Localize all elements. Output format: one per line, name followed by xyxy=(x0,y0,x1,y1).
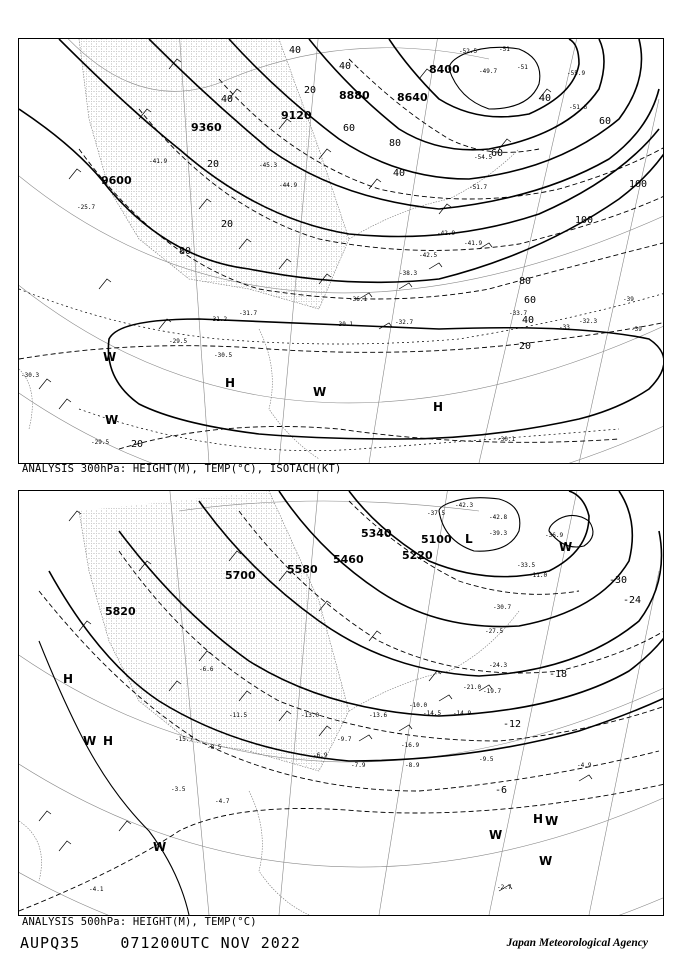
isotach-label: 40 xyxy=(539,93,552,104)
temp-label: -32.3 xyxy=(579,318,598,325)
isotach-label: 40 xyxy=(339,61,352,72)
temp-label: -8.9 xyxy=(405,762,420,769)
temp-label: -21.0 xyxy=(463,684,482,691)
temp-label: -13.6 xyxy=(369,712,388,719)
warm-center: W xyxy=(313,385,327,399)
temp-label: -30.7 xyxy=(493,604,512,611)
temp-label: -13.0 xyxy=(301,712,320,719)
warm-center: W xyxy=(83,734,97,748)
high-center: H xyxy=(63,672,74,686)
temp-label: -51.6 xyxy=(569,104,588,111)
isotach-label: 20 xyxy=(207,159,220,170)
temp-label: -32.7 xyxy=(395,319,414,326)
temp-label: -29.5 xyxy=(169,338,188,345)
isotach-label: 20 xyxy=(304,85,317,96)
agency-name: Japan Meteorological Agency xyxy=(506,937,648,949)
height-label: 9120 xyxy=(281,109,312,122)
temp-label: -29.5 xyxy=(91,439,110,446)
temp-label: -54.5 xyxy=(474,154,493,161)
height-label: 9360 xyxy=(191,121,222,134)
temp-label: -19.7 xyxy=(483,688,502,695)
warm-center: W xyxy=(545,814,559,828)
temp-label: -30.5 xyxy=(214,352,233,359)
temp-label: -7.9 xyxy=(351,762,366,769)
temp-label: -36.1 xyxy=(349,296,368,303)
high-center: H xyxy=(103,734,114,748)
warm-center: W xyxy=(489,828,503,842)
landmass xyxy=(19,491,522,915)
temp-label: -27.5 xyxy=(485,628,504,635)
temp-contour-labels xyxy=(495,575,641,796)
temp-label: -4.7 xyxy=(215,798,230,805)
temp-label: -4.1 xyxy=(89,886,104,893)
isotach-label: 80 xyxy=(389,138,402,149)
temp-label: -33 xyxy=(559,324,570,331)
temp-label: -42.3 xyxy=(455,502,474,509)
height-label: 5220 xyxy=(402,549,433,562)
chart-500hpa-caption: ANALYSIS 500hPa: HEIGHT(M), TEMP(°C) xyxy=(22,916,257,928)
isotach-label: 100 xyxy=(575,215,594,226)
height-label: 9600 xyxy=(101,174,132,187)
temp-label: -42.8 xyxy=(489,514,508,521)
temp-label: -6.9 xyxy=(313,752,328,759)
temp-label: -39.3 xyxy=(489,530,508,537)
temp-label: -51 xyxy=(517,64,528,71)
temp-contour-label: -18 xyxy=(549,669,568,680)
temp-contour-label: -30 xyxy=(609,575,628,586)
isotach-label: 40 xyxy=(522,315,535,326)
temp-label: -41.9 xyxy=(464,240,483,247)
temp-label: -30.1 xyxy=(497,436,516,443)
height-label: 5100 xyxy=(421,533,452,546)
height-label: 5580 xyxy=(287,563,318,576)
height-label: 5340 xyxy=(361,527,392,540)
temp-label: -10.0 xyxy=(409,702,428,709)
temp-label: -37.5 xyxy=(427,510,446,517)
temp-label: -14.5 xyxy=(423,710,442,717)
temp-label: -24.3 xyxy=(489,662,508,669)
height-label: 8400 xyxy=(429,63,460,76)
temp-label: -33.5 xyxy=(517,562,536,569)
warm-center: W xyxy=(153,840,167,854)
height-label: 8640 xyxy=(397,91,428,104)
product-header xyxy=(20,934,301,952)
isotach-label: 60 xyxy=(599,116,612,127)
temp-label: -9.5 xyxy=(479,756,494,763)
temp-label: -14.9 xyxy=(453,710,472,717)
temp-label: -39 xyxy=(623,296,634,303)
temp-label: -9.7 xyxy=(337,736,352,743)
warm-center: W xyxy=(103,350,117,364)
pressure-centers xyxy=(103,350,443,427)
temp-label: -11.5 xyxy=(229,712,248,719)
low-center: L xyxy=(465,532,473,546)
temp-label: -55.9 xyxy=(567,70,586,77)
height-label: 5820 xyxy=(105,605,136,618)
high-center: H xyxy=(225,376,236,390)
temp-contour-label: -24 xyxy=(623,595,642,606)
warm-center: W xyxy=(559,540,573,554)
isotach-label: 80 xyxy=(519,276,532,287)
chart-300hpa-caption: ANALYSIS 300hPa: HEIGHT(M), TEMP(°C), ISOTACH(KT) xyxy=(22,463,342,475)
temp-label: -4.9 xyxy=(577,762,592,769)
temp-label: -33.7 xyxy=(509,310,528,317)
temp-label: -44.9 xyxy=(279,182,298,189)
temp-label: -2.7 xyxy=(497,884,512,891)
temp-label: -30.3 xyxy=(21,372,40,379)
temp-label: -31.2 xyxy=(209,316,228,323)
temp-label: -36.9 xyxy=(545,532,564,539)
isotach-label: 20 xyxy=(519,341,532,352)
height-label: 8880 xyxy=(339,89,370,102)
height-label: 5700 xyxy=(225,569,256,582)
temp-label: -16.9 xyxy=(401,742,420,749)
temp-label: -25.7 xyxy=(77,204,96,211)
temp-label: -51 xyxy=(499,46,510,53)
chart-300hpa xyxy=(18,38,664,464)
temp-contour-label: -6 xyxy=(495,785,508,796)
chart-500hpa-map xyxy=(19,491,663,915)
temp-label: -8.5 xyxy=(207,744,222,751)
temp-label: -30.1 xyxy=(335,321,354,328)
isotach-label: 80 xyxy=(179,246,192,257)
temp-label: -49.7 xyxy=(479,68,498,75)
temp-label: -38.3 xyxy=(399,270,418,277)
chart-500hpa xyxy=(18,490,664,916)
high-center: H xyxy=(433,400,444,414)
isotach-label: 20 xyxy=(221,219,234,230)
temp-label: -42.9 xyxy=(437,230,456,237)
temp-label: -15.7 xyxy=(175,736,194,743)
chart-300hpa-map xyxy=(19,39,663,463)
isotach-label: 60 xyxy=(524,295,537,306)
temp-contour-label: -12 xyxy=(503,719,522,730)
temp-label: -52.5 xyxy=(459,48,478,55)
isotach-label: 60 xyxy=(343,123,356,134)
temp-label: -39 xyxy=(631,326,642,333)
warm-center: W xyxy=(105,413,119,427)
isotach-label: 20 xyxy=(131,439,144,450)
temp-label: -45.3 xyxy=(259,162,278,169)
isotach-label: 60 xyxy=(491,148,504,159)
high-center: H xyxy=(533,812,544,826)
temp-label: -41.9 xyxy=(149,158,168,165)
isotach-label: 40 xyxy=(221,94,234,105)
temp-label: -51.7 xyxy=(469,184,488,191)
valid-time: 071200UTC NOV 2022 xyxy=(120,934,301,952)
height-label: 5460 xyxy=(333,553,364,566)
product-code: AUPQ35 xyxy=(20,934,81,952)
temp-label: -3.5 xyxy=(171,786,186,793)
temp-label: -11.0 xyxy=(529,572,548,579)
warm-center: W xyxy=(539,854,553,868)
isotach-label: 100 xyxy=(629,179,648,190)
temp-label: -42.5 xyxy=(419,252,438,259)
temp-label: -31.7 xyxy=(239,310,258,317)
temp-label: -6.6 xyxy=(199,666,214,673)
isotach-label: 40 xyxy=(393,168,406,179)
isotach-label: 40 xyxy=(289,45,302,56)
